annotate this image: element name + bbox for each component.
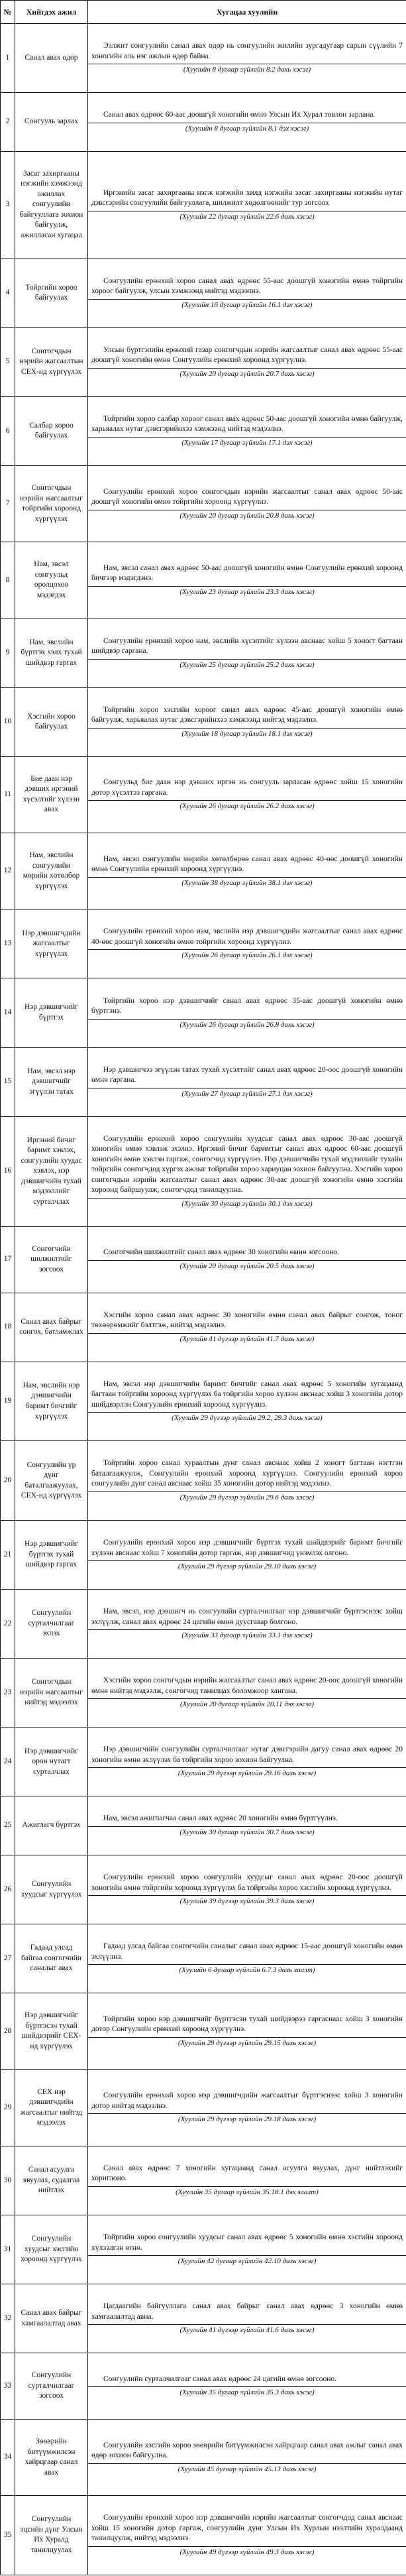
law-reference: (Хуулийн 29 дүгээр зүйлийн 29.10 дахь хэсэг) — [88, 1560, 406, 1573]
table-row — [1, 618, 406, 687]
row-number: 8 — [1, 542, 15, 618]
table-row — [1, 1993, 406, 2070]
row-number: 30 — [1, 2146, 15, 2215]
duration-text: Тойргийн хороо салбар хороог санал авах өдрөөс 50-аас доошгүй хоногийн өмнө байгуулж, харьяалах нутаг дэвсгэрийнхээ хэмжээнд нийтэд мэдээлнэ. — [91, 414, 403, 434]
task-cell: Санал авах байрыг хамгаалалтад авах — [15, 2284, 88, 2353]
table-row — [1, 396, 406, 465]
table-row — [1, 687, 406, 756]
duration-text: Иргэнийн засаг захиргааны нэгж нэгжийн хилд нэгжийн засаг захиргааны нэгжийн нутаг дэвсгэрийн сонгуулийн байгууллага, шилжилт хөдөлгөөнийг тур зогсоох — [91, 188, 403, 207]
task-cell: Санал авах байрыг сонгох, батламжлах — [15, 1293, 88, 1362]
row-number: 4 — [1, 259, 15, 327]
table-header-row — [1, 1, 406, 24]
law-reference: (Хуулийн 38 дугаар зүйлийн 38.1 дэх хэсэг) — [88, 877, 406, 890]
law-reference: (Хуулийн 29 дүгээр зүйлийн 29.6 дахь хэсэг) — [88, 1492, 406, 1504]
table-row — [1, 24, 406, 93]
task-cell: СЕХ нэр дэвшигчдийн жагсаалтыг нийтэд мэдээлэх — [15, 2070, 88, 2146]
law-reference: (Хуулийн 16 дугаар зүйлийн 16.1 дэх хэсэг) — [88, 299, 406, 312]
task-cell: Санал асуулга явуулах, судалгаа нийтлэх — [15, 2146, 88, 2215]
duration-cell — [88, 618, 406, 687]
duration-text: Нам, эвсэл санал авах өдрөөс 50-аас доошгүй хоногийн өмнө Сонгуулийн ерөнхий хороонд бичгээр мэдэгдэнэ. — [91, 563, 403, 583]
law-reference: (Хуулийн 45 дугаар зүйлийн 45.13 дахь хэсэг) — [88, 2463, 406, 2476]
task-cell: Сонгуулийн сурталчилгааг эхлэх — [15, 1590, 88, 1659]
duration-cell — [88, 1520, 406, 1589]
duration-cell — [88, 93, 406, 152]
table-row — [1, 909, 406, 978]
table-row — [1, 93, 406, 152]
duration-text: Гадаад улсад байгаа сонгогчийн саналыг санал авах өдрөөс 15-аас доошгүй хоногийн өмнө эхлүүлнэ. — [91, 1942, 403, 1961]
row-number: 29 — [1, 2070, 15, 2146]
law-reference: (Хуулийн 26 дугаар зүйлийн 26.1 дэх хэсэг) — [88, 949, 406, 962]
task-cell: Иргэний бичиг баримт хэвлэх, сонгуулийн хуудас хэвлэх, нэр дэвшигчийн тухай мэдээллийг сурталчлах — [15, 1116, 88, 1226]
table-row — [1, 2496, 406, 2575]
law-reference: (Хуулийн 30 дугаар зүйлийн 30.1 дэх хэсэг) — [88, 1198, 406, 1210]
duration-text: Тойргийн хороо нэр дэвшигчийг бүртгэсэн тухай шийдвэрээ гаргаснаас хойш 3 хоногийн дотор Сонгуулийн ерөнхий хороонд хүргүүлнэ. — [91, 2015, 403, 2034]
duration-cell — [88, 2284, 406, 2353]
duration-text: Сонгуулийн ерөнхий хороо нэр дэвшигчийг бүртгэх тухай шийдвэрийг баримт бичгийг хүлээн авснаас хойш 7 хоногийн дотор гаргаж, нэр дэвшигчид үнэмлэх олгоно. — [91, 1539, 403, 1557]
law-reference: (Хуулийн 35 дугаар зүйлийн 35.18.1 дэх заалт) — [88, 2186, 406, 2199]
duration-cell — [88, 1116, 406, 1226]
task-cell: Нам, эвсэл сонгуульд оролцохоо мэдэгдэх — [15, 542, 88, 618]
duration-text: Тойргийн хороо санал хураалтын дүнг санал авснаас хойш 2 хоногт багтаан нэгтгэн баталгаажуулж, Сонгуулийн ерөнхий хороонд хүргүүлнэ. Сонгуулийн ерөнхий хороо сонгуулийн дүнг санал авснаас хойш 35 хоногийн дотор нийтэд мэдээлнэ. — [91, 1459, 403, 1488]
task-cell: Нэр дэвшигчийг бүртгэх — [15, 978, 88, 1047]
duration-cell — [88, 1362, 406, 1441]
table-row — [1, 1855, 406, 1924]
duration-cell — [88, 2353, 406, 2420]
duration-cell — [88, 327, 406, 396]
duration-text: Сонгуулийн сурталчилгааг санал авах өдрөөс 24 цагийн өмнө зогсооно. — [103, 2374, 337, 2383]
law-reference: (Хуулийн 33 дугаар зүйлийн 33.1 дэх хэсэг) — [88, 1629, 406, 1642]
row-number: 15 — [1, 1047, 15, 1116]
law-reference: (Хуулийн 22 дугаар зүйлийн 22.6 дахь хэсэг) — [88, 211, 406, 223]
duration-text: Хэсгийн хороо санал авах өдрөөс 30 хоногийн өмнө санал авах байрыг сонгож, тоног төхөөрөмжийг бэлтгэж, нийтэд мэдээлнэ. — [91, 1311, 403, 1330]
table-row — [1, 465, 406, 542]
task-cell: Нам, эвслийн бүртгэх хэлх тухай шийдвэр гаргах — [15, 618, 88, 687]
duration-cell — [88, 2146, 406, 2215]
duration-cell — [88, 833, 406, 909]
law-reference: (Хуулийн 29 дүгээр зүйлийн 29.15 дахь хэсэг) — [88, 2037, 406, 2050]
table-row — [1, 1520, 406, 1589]
row-number: 9 — [1, 618, 15, 687]
law-reference: (Хуулийн 41 дүгээр зүйлийн 41.7 дахь хэсэг) — [88, 1333, 406, 1346]
table-row — [1, 1727, 406, 1796]
duration-text: Тойргийн хороо нэр дэвшигчийг санал авах өдрөөс 35-аас доошгүй хоногийн өмнө бүртгэнэ. — [91, 996, 403, 1016]
row-number: 10 — [1, 687, 15, 756]
task-cell: Гадаад улсад байгаа сонгогчийн саналыг авах — [15, 1924, 88, 1993]
law-reference: (Хуулийн 18 дугаар зүйлийн 18.1 дэх хэсэг) — [88, 728, 406, 740]
duration-cell — [88, 1855, 406, 1924]
duration-cell — [88, 1727, 406, 1796]
duration-cell — [88, 2215, 406, 2284]
table-row — [1, 151, 406, 259]
duration-text: Ээлжит сонгуулийн санал авах өдөр нь сонгуулийн жилийн зургадугаар сарын сүүлийн 7 хоногийн аль нэг ажлын өдөр байна. — [91, 42, 403, 60]
law-reference: (Хуулийн 30 дугаар зүйлийн 30.7 дахь хэсэг) — [88, 1826, 406, 1839]
task-cell: Ажиглагч бүртгэх — [15, 1796, 88, 1855]
duration-text: Хэсгийн хороо сонгогчдын нэрийн жагсаалтыг санал авах өдрөөс 20-оос доошгүй хоногийн өмнө нийтэд мэдээлж, сонгогчид танилцах боломжоор хангана. — [91, 1676, 403, 1695]
row-number: 11 — [1, 756, 15, 833]
duration-cell — [88, 396, 406, 465]
duration-cell — [88, 1993, 406, 2070]
duration-text: Сонгуулийн ерөнхий хороо сонгогчдын нэрийн жагсаалтыг санал авах өдрөөс 50-аас доошгүй хоногийн өмнө тойргийн хороонд хүргүүлнэ. — [91, 487, 403, 506]
row-number: 3 — [1, 151, 15, 259]
task-cell: Сонгуулийн сурталчилгааг зогсоох — [15, 2353, 88, 2420]
task-cell: Нам, эвслийн сонгуулийн мөрийн хөтөлбөр хүргүүлэх — [15, 833, 88, 909]
duration-text: Сонгуулийн ерөнхий хороо сонгуулийн хуудсыг санал авах өдрөөс 30-аас доошгүй хоногийн өмнө хэвлэж эхэлнэ. Иргэний бичиг баримтыг санал авах өдрөөс 60-аас доошгүй хоногийн өмнө хэвлэн гаргаж, сонгогчид хүргүүлнэ. Нэр дэвшигчийн тухай мэдээллийг тухайн тойргийн сонгогчдод хүргэх ажлыг тойргийн хороо хариуцан зохион байгуулна. Хэсгийн хороо сонгогчдын нэрийн жагсаалтыг санал авах өдрөөс 30-аас доошгүй хоногийн өмнө хэсгийн хороонд байршуулж, сонгогчдод танилцуулна. — [91, 1134, 403, 1195]
duration-cell — [88, 542, 406, 618]
task-cell: Салбар хороо байгуулах — [15, 396, 88, 465]
task-cell: Бие даан нэр дэвших иргэний хүсэлтийг хүлээн авах — [15, 756, 88, 833]
table-row — [1, 1116, 406, 1226]
duration-text: Нэр дэвшигчээ эгүүлэн татах тухай хүсэлтийг санал авах өдрөөс 20-оос доошгүй хоногийн өмнө гаргана. — [91, 1065, 403, 1084]
law-reference: (Хуулийн 42 дугаар зүйлийн 42.10 дахь хэсэг) — [88, 2255, 406, 2268]
table-row — [1, 259, 406, 327]
law-reference: (Хуулийн 6 дугаар зүйлийн 6.7.3 дахь заалт) — [88, 1964, 406, 1977]
table-row — [1, 2353, 406, 2420]
table-row — [1, 2419, 406, 2495]
law-reference: (Хуулийн 8 дугаар зүйлийн 8.2 дахь хэсэг) — [88, 64, 406, 76]
law-reference: (Хуулийн 29 дүгээр зүйлийн 29.2, 29.3 дахь хэсэг) — [88, 1412, 406, 1425]
duration-text: Сонгуульд бие даан нэр дэвших иргэн нь сонгууль зарласан өдрөөс хойш 15 хоногийн дотор хүсэлтээ гаргана. — [91, 778, 403, 797]
row-number: 23 — [1, 1659, 15, 1727]
duration-cell — [88, 2419, 406, 2495]
law-reference: (Хуулийн 41 дүгээр зүйлийн 41.6 дахь хэсэг) — [88, 2324, 406, 2337]
table-row — [1, 327, 406, 396]
task-cell: Нэр дэвшигчийг орон нутагт сурталчлах — [15, 1727, 88, 1796]
row-number: 13 — [1, 909, 15, 978]
row-number: 32 — [1, 2284, 15, 2353]
table-row — [1, 1226, 406, 1293]
task-cell: Нам, эвслийн нэр дэвшигчийн баримт бичгийг хүргүүлэх — [15, 1362, 88, 1441]
row-number: 24 — [1, 1727, 15, 1796]
duration-text: Сонгуулийн ерөнхий хороо нэр дэвшигчийн нэрийн жагсаалтыг сонгогчдод санал авснаас хойш 15 хоногийн дотор гаргаж, сонгуулийн дүнг Улсын Их Хурлын нээлтийн хуралдаанд танилцуулж, нийтэд мэдээлнэ. — [91, 2514, 403, 2543]
duration-text: Нам, эвсэл ажиглагчаа санал авах өдрөөс 20 хоногийн өмнө бүртгүүлнэ. — [103, 1814, 338, 1823]
duration-cell — [88, 687, 406, 756]
law-reference: (Хуулийн 26 дугаар зүйлийн 26.2 дахь хэсэг) — [88, 800, 406, 813]
duration-text: Сонгуулийн хэсгийн хороо зөөврийн битүүмжилсэн хайрцгаар санал авах ажлыг санал авах өдөр зохион байгуулна. — [91, 2441, 403, 2460]
duration-text: Цагдаагийн байгууллага санал авах байрыг санал авах өдрөөс 3 хоногийн өмнө хамгаалалтад авна. — [91, 2302, 403, 2321]
duration-text: Сонгуулийн ерөнхий хороо сонгуулийн хуудсыг санал авах өдрөөс 20-оос доошгүй хоногийн өмнө тойргийн хороонд хүргүүлэх ба тойргийн хороо хэсгийн хороонд хүргүүлнэ. — [91, 1873, 403, 1892]
header-task: Хийгдэх ажил — [15, 1, 88, 24]
table-row — [1, 1047, 406, 1116]
task-cell: Сонгогчдын нэрийн жагсаалтыг тойргийн хороонд хүргүүлэх — [15, 465, 88, 542]
task-cell: Сонгогчдын нэрийн жагсаалтын СЕХ-нд хүргүүлэх — [15, 327, 88, 396]
header-number: № — [1, 1, 15, 24]
law-reference: (Хуулийн 27 дугаар зүйлийн 27.1 дэх хэсэг) — [88, 1088, 406, 1100]
duration-text: Тойргийн хороо сонгуулийн хуудсыг санал авах өдрөөс 5 хоногийн өмнө хэсгийн хороонд хүлээлгэн өгнө. — [91, 2233, 403, 2252]
duration-text: Сонгогчийн шилжилтийг санал авах өдрөөс 30 хоногийн өмнө зогсооно. — [103, 1248, 339, 1257]
task-cell: Нэр дэвшигчдийн жагсаалтыг хүргүүлэх — [15, 909, 88, 978]
duration-cell — [88, 259, 406, 327]
duration-cell — [88, 1293, 406, 1362]
row-number: 6 — [1, 396, 15, 465]
row-number: 22 — [1, 1590, 15, 1659]
duration-text: Сонгуулийн ерөнхий хороо нам, эвслийн хүсэлтийг хүлээн авснаас хойш 5 хоногт багтаан шийдвэр гаргана. — [91, 636, 403, 656]
table-row — [1, 756, 406, 833]
table-row — [1, 1659, 406, 1727]
task-cell: Сонгуулийн үр дүнг баталгаажуулах, СЕХ-нд хүргүүлэх — [15, 1441, 88, 1521]
duration-cell — [88, 2496, 406, 2575]
table-row — [1, 1796, 406, 1855]
task-cell: Тойргийн хороо байгуулах — [15, 259, 88, 327]
task-cell: Зөөврийн битүүмжилсэн хайрцгаар санал авах — [15, 2419, 88, 2495]
row-number: 21 — [1, 1520, 15, 1589]
duration-cell — [88, 1659, 406, 1727]
duration-cell — [88, 909, 406, 978]
duration-text: Сонгуулийн ерөнхий хороо нэр дэвшигчдийн жагсаалтыг бүртгэснээс хойш 3 хоногийн дотор нийтэд мэдээлнэ. — [91, 2091, 403, 2110]
task-cell: Засаг захиргааны нэгжийн хэмжээнд ажиллах сонгуулийн байгууллага зохион байгуулж, ажилласан хугацаа — [15, 151, 88, 259]
duration-text: Санал авах өдрөөс 60-аас доошгүй хоногийн өмнө Улсын Их Хурал товлон зарлана. — [103, 111, 376, 119]
row-number: 20 — [1, 1441, 15, 1521]
row-number: 31 — [1, 2215, 15, 2284]
table-row — [1, 1590, 406, 1659]
law-reference: (Хуулийн 35 дугаар зүйлийн 35.3 дахь хэсэг) — [88, 2386, 406, 2399]
task-cell: Хэсгийн хороо байгуулах — [15, 687, 88, 756]
task-cell: Сонгогчдын нэрийн жагсаалтыг нийтэд мэдээлэх — [15, 1659, 88, 1727]
duration-text: Улсын бүртгэлийн ерөнхий газар сонгогчдын нэрийн жагсаалтыг санал авах өдрөөс 55-аас доошгүй хоногийн өмнө Сонгуулийн ерөнхий хороонд хүргүүлнэ. — [91, 345, 403, 365]
duration-cell — [88, 1924, 406, 1993]
task-cell: Санал авах өдөр — [15, 24, 88, 93]
row-number: 18 — [1, 1293, 15, 1362]
task-cell: Нам, эвсэл нэр дэвшигчийг эгүүлэн татах — [15, 1047, 88, 1116]
table-row — [1, 2070, 406, 2146]
row-number: 1 — [1, 24, 15, 93]
table-row — [1, 1924, 406, 1993]
duration-text: Сонгуулийн ерөнхий хороо санал авах өдрөөс 55-аас доошгүй хоногийн өмнө тойргийн хороог байгуулж, улсын хэмжээнд нийтэд мэдээлнэ. — [91, 276, 403, 296]
duration-cell — [88, 24, 406, 93]
duration-cell — [88, 465, 406, 542]
duration-cell — [88, 756, 406, 833]
duration-text: Нам, эвсэл сонгуулийн мөрийн хөтөлбөрөө санал авах өдрөөс 40-өөс доошгүй хоногийн өмнө Сонгуулийн ерөнхий хороонд хүргүүлнэ. — [91, 854, 403, 874]
task-cell: Сонгуулийн хуудсыг хэсгийн хороонд хүргүүлэх — [15, 2215, 88, 2284]
table-row — [1, 1293, 406, 1362]
table-row — [1, 2215, 406, 2284]
duration-text: Тойргийн хороо хэсгийн хороог санал авах өдрөөс 45-аас доошгүй хоногийн өмнө байгуулж, харьяалах нутаг дэвсгэрийнхээ хэмжээнд нийтэд мэдээлнэ. — [91, 705, 403, 725]
duration-text: Сонгуулийн ерөнхий хороо нам, эвслийн нэр дэвшигчдийн жагсаалтыг санал авах өдрөөс 40-өөс доошгүй хоногийн өмнө тойргийн хороонд хүргүүлнэ. — [91, 927, 403, 946]
duration-text: Нам, эвсэл, нэр дэвшигч нь сонгуулийн сурталчилгааг нэр дэвшигчийг бүртгэснээс хойш эхлүүлж, санал авах өдрөөс 24 цагийн өмнө дуусгавар болгоно. — [91, 1608, 403, 1626]
task-cell: Сонгуулийн эцсийн дүнг Улсын Их Хуралд танилцуулах — [15, 2496, 88, 2575]
law-reference: (Хуулийн 29 дүгээр зүйлийн 29.16 дахь хэсэг) — [88, 1767, 406, 1780]
duration-cell — [88, 1590, 406, 1659]
law-reference: (Хуулийн 17 дугаар зүйлийн 17.1 дэх хэсэг) — [88, 437, 406, 449]
law-reference: (Хуулийн 20 дугаар зүйлийн 20.11 дэх хэсэг) — [88, 1698, 406, 1711]
row-number: 16 — [1, 1116, 15, 1226]
row-number: 33 — [1, 2353, 15, 2420]
duration-cell — [88, 1796, 406, 1855]
law-reference: (Хуулийн 25 дугаар зүйлийн 25.2 дахь хэсэг) — [88, 659, 406, 672]
task-cell: Сонгуулийн хуудсыг хүргүүлэх — [15, 1855, 88, 1924]
table-row — [1, 2146, 406, 2215]
table-row — [1, 1362, 406, 1441]
law-reference: (Хуулийн 20 дугаар зүйлийн 20.7 дахь хэсэг) — [88, 368, 406, 381]
duration-cell — [88, 1047, 406, 1116]
table-row — [1, 542, 406, 618]
row-number: 2 — [1, 93, 15, 152]
duration-cell — [88, 1226, 406, 1293]
row-number: 34 — [1, 2419, 15, 2495]
law-reference: (Хуулийн 49 дүгээр зүйлийн 49.3 дахь хэсэг) — [88, 2546, 406, 2559]
duration-text: Санал авах өдрөөс 7 хоногийн хугацаанд санал асуулга явуулах, дүнг нийтлэхийг хориглоно. — [91, 2164, 403, 2183]
table-row — [1, 2284, 406, 2353]
law-reference: (Хуулийн 20 дугаар зүйлийн 20.5 дахь хэсэг) — [88, 1260, 406, 1273]
row-number: 17 — [1, 1226, 15, 1293]
duration-text: Нам, эвсэл нэр дэвшигчийн баримт бичгийг санал авах өдрөөс 5 хоногийн хугацаанд багтаан тойргийн хороонд хүргүүлэх ба тойргийн хороо хүлээн авснаас хойш 3 хоногийн дотор шийдвэрлэн Сонгуулийн ерөнхий хороонд хүргүүлнэ. — [91, 1379, 403, 1409]
task-cell: Сонгууль зарлах — [15, 93, 88, 152]
duration-cell — [88, 1441, 406, 1521]
task-cell: Нэр дэвшигчийг бүртгэх тухай шийдвэр гаргах — [15, 1520, 88, 1589]
duration-cell — [88, 2070, 406, 2146]
law-reference: (Хуулийн 29 дүгээр зүйлийн 29.18 дахь хэсэг) — [88, 2113, 406, 2126]
row-number: 27 — [1, 1924, 15, 1993]
duration-cell — [88, 978, 406, 1047]
row-number: 14 — [1, 978, 15, 1047]
row-number: 25 — [1, 1796, 15, 1855]
row-number: 7 — [1, 465, 15, 542]
row-number: 19 — [1, 1362, 15, 1441]
law-reference: (Хуулийн 26 дугаар зүйлийн 26.8 дахь хэсэг) — [88, 1019, 406, 1031]
law-reference: (Хуулийн 20 дугаар зүйлийн 20.8 дахь хэсэг) — [88, 510, 406, 522]
duration-cell — [88, 151, 406, 259]
law-reference: (Хуулийн 39 дүгээр зүйлийн 39.3 дахь хэсэг) — [88, 1895, 406, 1908]
duration-text: Нэр дэвшигчийн сонгуулийн сурталчилгааг нутаг дэвсгэрийн дагуу санал авах өдрөөс 20 хоногийн өмнө эхлүүлэх ба тойргийн хороо зохион байгуулна. — [91, 1745, 403, 1764]
row-number: 5 — [1, 327, 15, 396]
table-row — [1, 1441, 406, 1521]
header-duration: Хугацаа хуулийн — [88, 1, 406, 24]
row-number: 26 — [1, 1855, 15, 1924]
law-reference: (Хуулийн 23 дугаар зүйлийн 23.3 дахь хэсэг) — [88, 586, 406, 599]
law-reference: (Хуулийн 8 дугаар зүйлийн 8.1 дэх хэсэг) — [88, 123, 406, 135]
task-cell: Нэр дэвшигчийг бүртгэсэн тухай шийдвэрийг СЕХ-нд хүргүүлэх — [15, 1993, 88, 2070]
task-cell: Сонгогчийн шилжилтийг зогсоох — [15, 1226, 88, 1293]
row-number: 12 — [1, 833, 15, 909]
table-row — [1, 978, 406, 1047]
table-row — [1, 833, 406, 909]
row-number: 35 — [1, 2496, 15, 2575]
row-number: 28 — [1, 1993, 15, 2070]
